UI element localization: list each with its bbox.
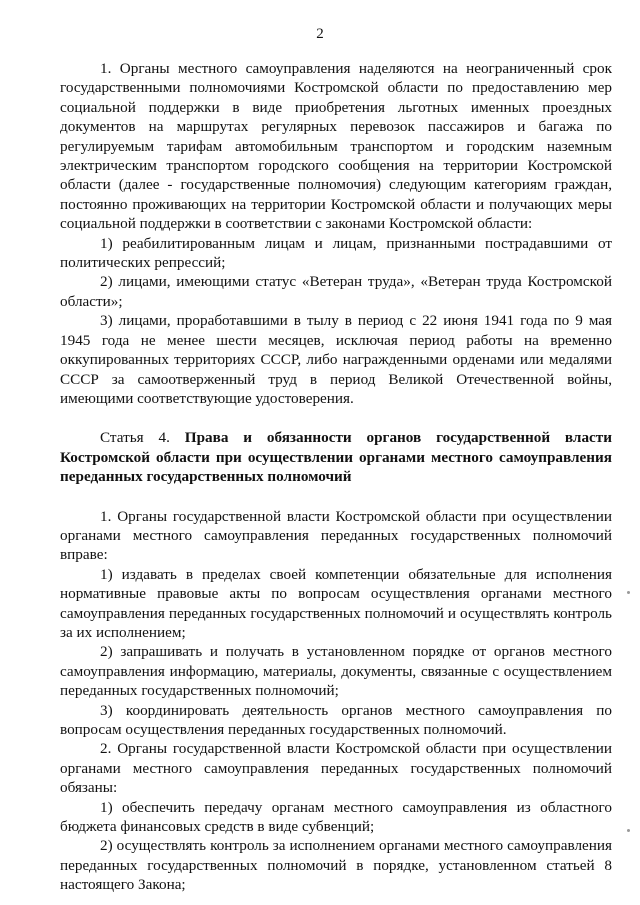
article-title: Права и обязанности органов государственной власти Костромской области при осуществлении органами местного самоуправления переданных государственных полномочий: [60, 429, 612, 486]
paragraph-1-item-1: 1) реабилитированным лицам и лицам, признанными пострадавшими от политических репрессий;: [60, 234, 612, 272]
paragraph-3-item-1: 1) обеспечить передачу органам местного самоуправления из областного бюджета финансовых средств в виде субвенций;: [60, 798, 612, 836]
paragraph-2: 1. Органы государственной власти Костромской области при осуществлении органами местного самоуправления переданных государственных полномочий вправе:: [60, 507, 612, 564]
paragraph-2-item-3: 3) координировать деятельность органов местного самоуправления по вопросам осуществления переданных государственных полномочий.: [60, 701, 612, 738]
page-number: 2: [316, 26, 324, 42]
paragraph-1-item-2: 2) лицами, имеющими статус «Ветеран труда», «Ветеран труда Костромской области»;: [60, 273, 612, 310]
paragraph-3-item-2: 2) осуществлять контроль за исполнением органами местного самоуправления переданных государственных полномочий в порядке, установленном статьей 8 настоящего Закона;: [60, 837, 612, 894]
paragraph-1-item-3: 3) лицами, проработавшими в тылу в период с 22 июня 1941 года по 9 мая 1945 года не менее шести месяцев, исключая период работы на временно оккупированных территориях СССР, либо награжденными орденами или медалями СССР за самоотверженный труд в период Великой Отечественной войны, имеющими соответствующие удостоверения.: [60, 312, 612, 407]
paragraph-3: 2. Органы государственной власти Костромской области при осуществлении органами местного самоуправления переданных государственных полномочий обязаны:: [60, 740, 612, 797]
scan-dot-mark: [627, 591, 630, 594]
document-body: [60, 59, 612, 895]
scan-dot-mark: [627, 829, 630, 832]
paragraph-1: 1. Органы местного самоуправления наделяются на неограниченный срок государственными полномочиями Костромской области по предоставлению мер социальной поддержки в виде приобретения льготных именных проездных документов на маршрутах регулярных перевозок пассажиров и багажа по регулируемым тарифам автомобильным транспортом и городским наземным электрическим транспортом городского сообщения на территории Костромской области (далее - государственные полномочия) следующим категориям граждан, постоянно проживающих на территории Костромской области и получающих меры социальной поддержки в соответствии с законами Костромской области:: [60, 60, 612, 233]
paragraph-2-item-1: 1) издавать в пределах своей компетенции обязательные для исполнения нормативные правовые акты по вопросам осуществления органами местного самоуправления переданных государственных полномочий и осуществлять контроль за их исполнением;: [60, 565, 612, 641]
paragraph-2-item-2: 2) запрашивать и получать в установленном порядке от органов местного самоуправления информацию, материалы, документы, связанные с осуществлением переданных государственных полномочий;: [60, 643, 612, 700]
article-label: Статья 4.: [100, 429, 170, 447]
article-4-heading: [60, 428, 612, 486]
